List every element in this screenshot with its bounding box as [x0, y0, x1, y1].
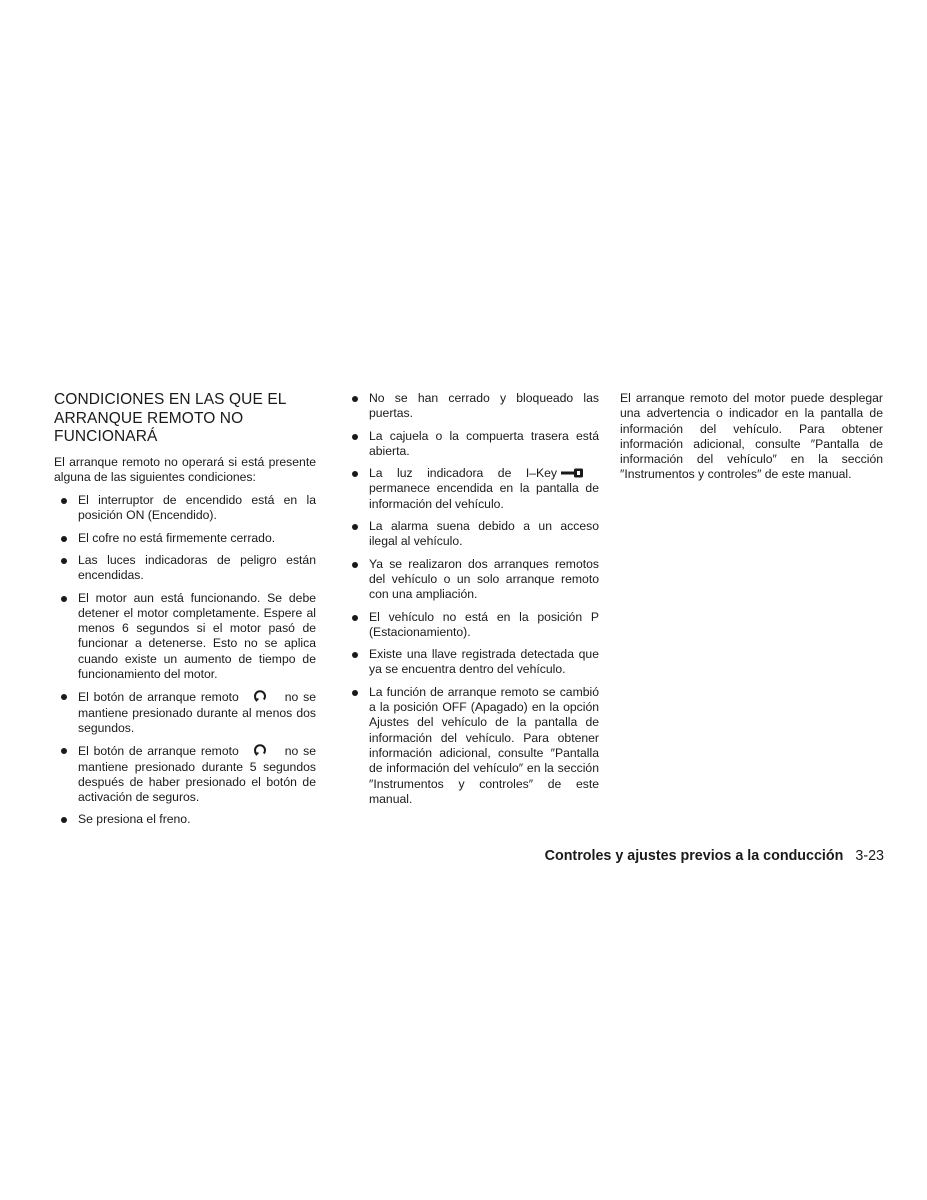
list-item: No se han cerrado y bloqueado las puertas. — [345, 391, 599, 422]
bullet-icon — [352, 524, 358, 530]
bullet-icon — [61, 498, 67, 504]
list-item: El botón de arranque remoto no se mantiene presionado durante 5 segundos después de haber presionado el botón de activación de seguros. — [54, 743, 316, 805]
bullet-icon — [352, 615, 358, 621]
list-item: Las luces indicadoras de peligro están encendidas. — [54, 553, 316, 584]
bullet-icon — [61, 558, 67, 564]
list-item: Ya se realizaron dos arranques remotos del vehículo o un solo arranque remoto con una ampliación. — [345, 557, 599, 603]
intro-paragraph: El arranque remoto no operará si está presente alguna de las siguientes condiciones: — [54, 454, 316, 484]
list-item: La cajuela o la compuerta trasera está abierta. — [345, 429, 599, 460]
bullet-icon — [61, 596, 67, 602]
conditions-list — [54, 493, 316, 828]
list-item: La alarma suena debido a un acceso ilegal al vehículo. — [345, 519, 599, 550]
bullet-icon — [61, 817, 67, 823]
middle-column — [345, 391, 599, 814]
i-key-icon — [561, 468, 585, 479]
info-paragraph: El arranque remoto del motor puede desplegar una advertencia o indicador en la pantalla de información del vehículo. Para obtener información adicional, consulte ″Pantalla de información del vehículo″ en la sección ″Instrumentos y controles″ de este manual. — [620, 391, 883, 482]
list-item: El interruptor de encendido está en la posición ON (Encendido). — [54, 493, 316, 524]
page-number: 3-23 — [855, 848, 884, 864]
section-heading: CONDICIONES EN LAS QUE EL ARRANQUE REMOTO NO FUNCIONARÁ — [54, 391, 286, 445]
list-item: Existe una llave registrada detectada que ya se encuentra dentro del vehículo. — [345, 647, 599, 678]
conditions-list-continued — [345, 391, 599, 807]
list-item: El botón de arranque remoto no se mantiene presionado durante al menos dos segundos. — [54, 689, 316, 736]
page-footer — [420, 848, 884, 864]
list-item: El vehículo no está en la posición P (Estacionamiento). — [345, 610, 599, 641]
bullet-icon — [352, 471, 358, 477]
bullet-icon — [61, 536, 67, 542]
list-item: El motor aun está funcionando. Se debe detener el motor completamente. Espere al menos 6 segundos si el motor pasó de funcionar a detenerse. Esto no se aplica cuando existe un aumento de tiempo de funcionamiento del motor. — [54, 591, 316, 683]
left-column — [54, 391, 316, 835]
list-item: El cofre no está firmemente cerrado. — [54, 531, 316, 546]
right-column — [620, 391, 883, 483]
bullet-icon — [352, 562, 358, 568]
bullet-icon — [61, 748, 67, 754]
bullet-icon — [352, 396, 358, 402]
bullet-icon — [61, 694, 67, 700]
remote-start-icon — [253, 689, 267, 703]
bullet-icon — [352, 434, 358, 440]
chapter-title: Controles y ajustes previos a la conducción — [544, 848, 844, 864]
remote-start-icon — [253, 743, 267, 757]
list-item: Se presiona el freno. — [54, 812, 316, 827]
list-item: La función de arranque remoto se cambió a la posición OFF (Apagado) en la opción Ajustes del vehículo de la pantalla de información del vehículo. Para obtener información adicional, consulte ″Pantalla de información del vehículo″ en la sección ″Instrumentos y controles″ de este manual. — [345, 685, 599, 807]
bullet-icon — [352, 690, 358, 696]
bullet-icon — [352, 652, 358, 658]
list-item: La luz indicadora de I–Keypermanece encendida en la pantalla de información del vehículo. — [345, 466, 599, 512]
